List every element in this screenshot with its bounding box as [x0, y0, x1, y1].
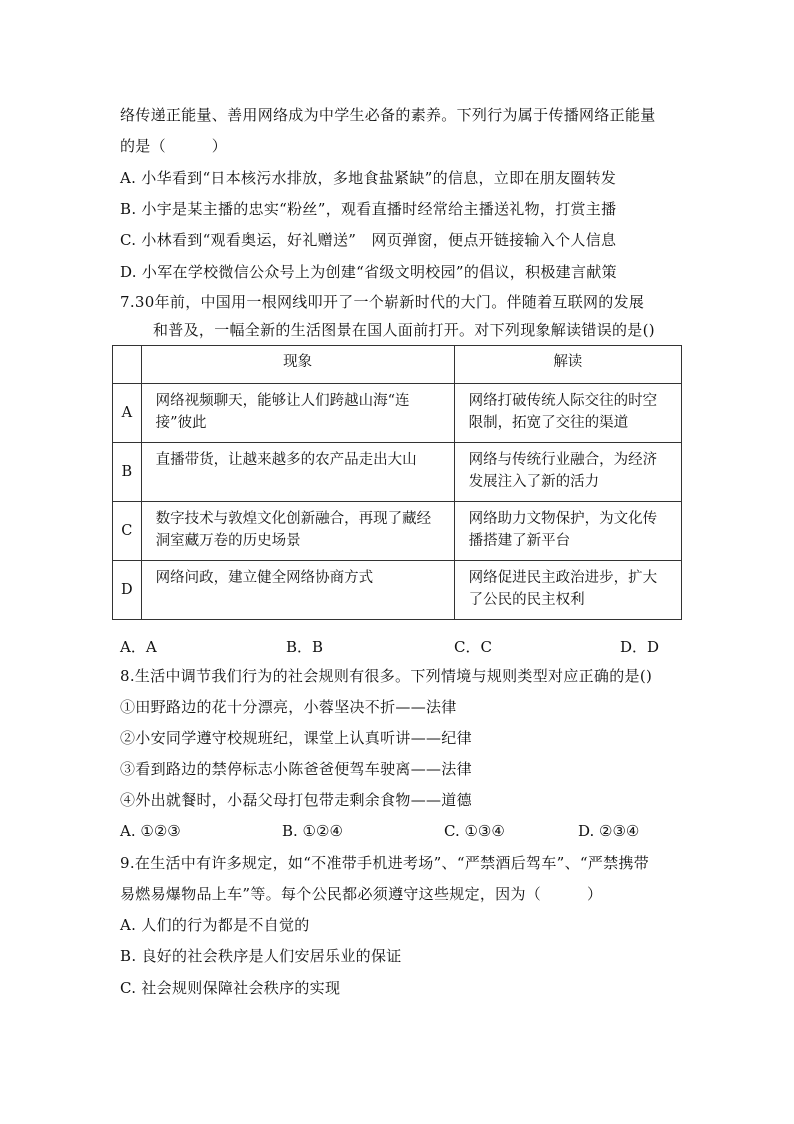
q6-stem-line2: 的是（ ） — [120, 137, 228, 155]
row-phenomenon: 直播带货，让越来越多的农产品走出大山 — [141, 443, 454, 502]
q9-stem-line1: 9.在生活中有许多规定，如“不准带手机进考场”、“严禁酒后驾车”、“严禁携带 — [120, 854, 650, 872]
q8-item-1: ①田野路边的花十分漂亮，小蓉坚决不折——法律 — [120, 698, 457, 716]
header-label-cell — [113, 346, 142, 384]
q8-item-2: ②小安同学遵守校规班纪，课堂上认真听讲——纪律 — [120, 729, 472, 747]
q8-item-3: ③看到路边的禁停标志小陈爸爸便驾车驶离——法律 — [120, 760, 472, 778]
q8-option-a: A. ①②③ — [120, 822, 181, 840]
row-label: C — [113, 502, 142, 561]
q7-stem-line2: 和普及，一幅全新的生活图景在国人面前打开。对下列现象解读错误的是() — [153, 321, 655, 339]
row-interpretation: 网络与传统行业融合，为经济发展注入了新的活力 — [454, 443, 681, 502]
table-row — [113, 443, 682, 502]
q7-option-a: A．A — [120, 638, 157, 656]
q8-item-4: ④外出就餐时，小磊父母打包带走剩余食物——道德 — [120, 791, 472, 809]
q8-option-d: D. ②③④ — [578, 822, 640, 840]
table-row — [113, 561, 682, 620]
row-interpretation: 网络促进民主政治进步，扩大了公民的民主权利 — [454, 561, 681, 620]
row-label: A — [113, 384, 142, 443]
row-phenomenon: 网络问政，建立健全网络协商方式 — [141, 561, 454, 620]
q9-option-c: C. 社会规则保障社会秩序的实现 — [120, 979, 341, 997]
q6-option-d: D. 小军在学校微信公众号上为创建“省级文明校园”的倡议，积极建言献策 — [120, 263, 617, 281]
row-phenomenon: 网络视频聊天，能够让人们跨越山海“连接”彼此 — [141, 384, 454, 443]
row-interpretation: 网络助力文物保护，为文化传播搭建了新平台 — [454, 502, 681, 561]
table-header-row — [113, 346, 682, 384]
q6-option-c: C. 小林看到“观看奥运，好礼赠送” 网页弹窗，便点开链接输入个人信息 — [120, 231, 617, 249]
q7-option-c: C．C — [454, 638, 492, 656]
q6-stem-line1: 络传递正能量、善用网络成为中学生必备的素养。下列行为属于传播网络正能量 — [120, 106, 656, 124]
row-label: B — [113, 443, 142, 502]
q9-option-a: A. 人们的行为都是不自觉的 — [120, 916, 310, 934]
q7-option-b: B．B — [286, 638, 324, 656]
table-row — [113, 384, 682, 443]
q7-option-d: D．D — [620, 638, 660, 656]
row-label: D — [113, 561, 142, 620]
header-interpretation: 解读 — [454, 346, 681, 384]
q9-option-b: B. 良好的社会秩序是人们安居乐业的保证 — [120, 947, 402, 965]
row-interpretation: 网络打破传统人际交往的时空限制，拓宽了交往的渠道 — [454, 384, 681, 443]
q8-stem: 8.生活中调节我们行为的社会规则有很多。下列情境与规则类型对应正确的是() — [120, 667, 653, 685]
q9-stem-line2: 易燃易爆物品上车”等。每个公民都必须遵守这些规定，因为（ ） — [120, 885, 603, 903]
row-phenomenon: 数字技术与敦煌文化创新融合，再现了藏经洞室藏万卷的历史场景 — [141, 502, 454, 561]
q8-option-b: B. ①②④ — [282, 822, 343, 840]
table-row — [113, 502, 682, 561]
q7-stem-line1: 7.30年前，中国用一根网线叩开了一个崭新时代的大门。伴随着互联网的发展 — [120, 293, 645, 311]
header-phenomenon: 现象 — [141, 346, 454, 384]
q7-table — [112, 345, 682, 620]
q6-option-b: B. 小宇是某主播的忠实“粉丝”，观看直播时经常给主播送礼物，打赏主播 — [120, 200, 617, 218]
q6-option-a: A. 小华看到“日本核污水排放，多地食盐紧缺”的信息，立即在朋友圈转发 — [120, 169, 617, 187]
q8-option-c: C. ①③④ — [444, 822, 505, 840]
